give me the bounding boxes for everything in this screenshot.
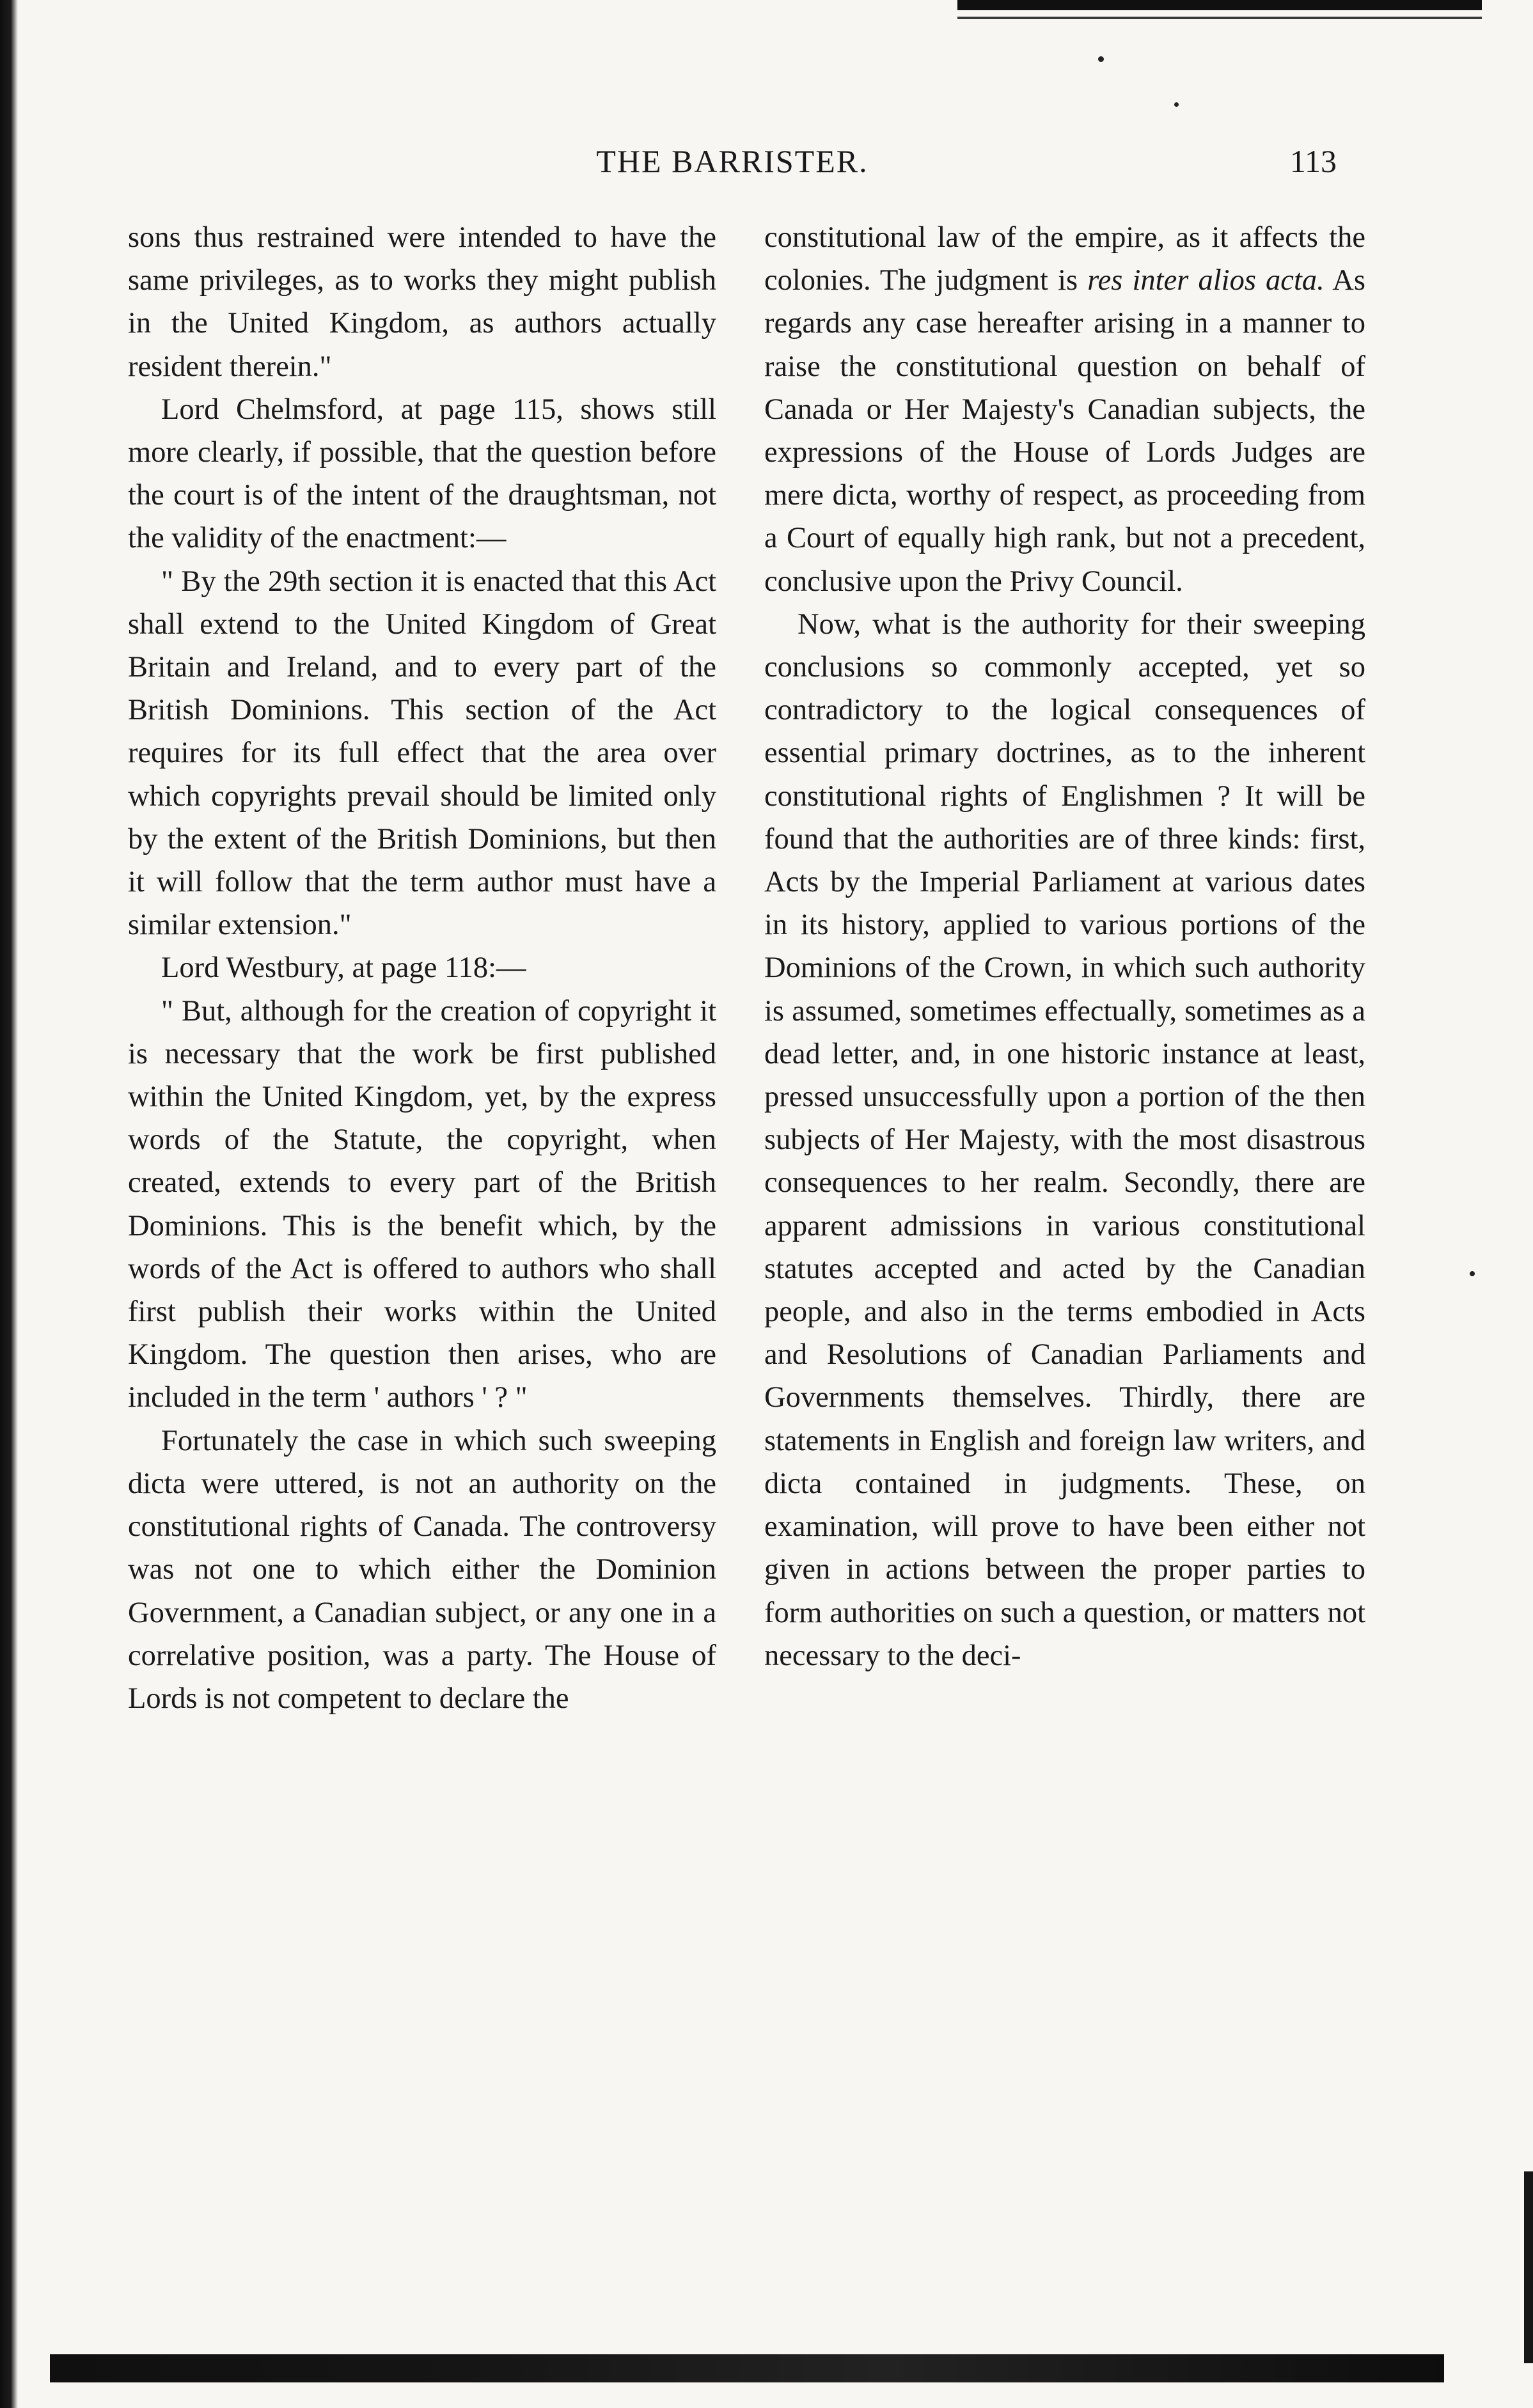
text-run: As regards any case hereafter arising in a manner to raise the constitutional question on behalf of Canada or Her Majesty's Canadian subjects, the expressions of the House of Lords Judges are mere dicta, worthy of respect, as proceeding from a Court of equally high rank, but not a precedent, conclusive upon the Privy Council.	[764, 264, 1365, 598]
paragraph: Lord Westbury, at page 118:—	[161, 951, 526, 985]
text-run: constitutional law of the empire, as it affects the colonies. The judgment is	[764, 221, 1365, 297]
paragraph: Lord Chelmsford, at page 115, shows still more clearly, if possible, that the question before the court is of the intent of the draughtsman, not the validity of the enactment:—	[128, 393, 716, 555]
scan-border-top	[957, 0, 1482, 10]
right-column	[764, 216, 1365, 1677]
scan-border-bottom	[50, 2354, 1444, 2382]
latin-phrase: res inter alios acta.	[1087, 264, 1325, 297]
scan-border-top-thin	[957, 17, 1482, 19]
page-number: 113	[1289, 143, 1337, 179]
quotation: " But, although for the creation of copyright it is necessary that the work be first published within the United Kingdom, yet, by the express words of the Statute, the copyright, when created, extends to every part of the British Dominions. This is the benefit which, by the words of the Act is offered to authors who shall first publish their works within the United Kingdom. The question then arises, who are included in the term ' authors ' ? "	[128, 994, 716, 1414]
scan-speck	[1174, 102, 1179, 107]
left-column	[128, 216, 716, 1720]
paragraph: Now, what is the authority for their sweeping conclusions so commonly accepted, yet so contradictory to the logical consequences of essential primary doctrines, as to the inherent constitutional rights of Englishmen ? It will be found that the authorities are of three kinds: first, Acts by the Imperial Parliament at various dates in its history, applied to various portions of the Dominions of the Crown, in which such authority is assumed, sometimes effectually, sometimes as a dead letter, and, in one historic instance at least, pressed unsuccessfully upon a portion of the then subjects of Her Majesty, with the most disastrous consequences to her realm. Secondly, there are apparent admissions in various constitutional statutes accepted and acted by the Canadian people, and also in the terms embodied in Acts and Resolutions of Canadian Parliaments and Governments themselves. Thirdly, there are statements in English and foreign law writers, and dicta contained in judgments. These, on examination, will prove to have been either not given in actions between the proper parties to form authorities on such a question, or matters not necessary to the deci-	[764, 607, 1365, 1672]
paragraph	[764, 216, 1365, 603]
scan-speck	[1098, 56, 1104, 62]
paragraph: Fortunately the case in which such sweeping dicta were uttered, is not an authority on the constitutional rights of Canada. The controversy was not one to which either the Dominion Government, a Canadian subject, or any one in a correlative position, was a party. The House of Lords is not competent to declare the	[128, 1424, 716, 1715]
scan-speck	[1470, 1271, 1475, 1276]
quotation: " By the 29th section it is enacted that this Act shall extend to the United Kingdom of Great Britain and Ireland, and to every part of the British Dominions. This section of the Act requires for its full effect that the area over which copyrights prevail should be limited only by the extent of the British Dominions, but then it will follow that the term author must have a similar extension."	[128, 565, 716, 942]
journal-title: THE BARRISTER.	[596, 143, 869, 179]
running-head	[128, 137, 1337, 189]
scan-border-right	[1524, 2171, 1533, 2363]
scan-border-left	[0, 0, 18, 2408]
paragraph: sons thus restrained were intended to have the same privileges, as to works they might publish in the United Kingdom, as authors actually resident therein."	[128, 221, 716, 383]
